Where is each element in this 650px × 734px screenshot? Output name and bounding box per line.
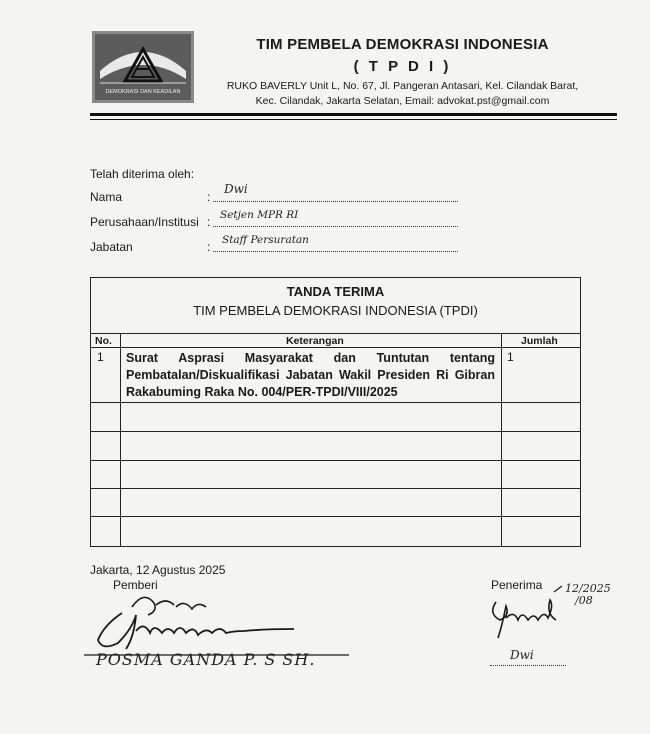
field-colon: : — [207, 190, 211, 204]
giver-name-handwritten: POSMA GANDA P. S SH. — [96, 650, 316, 669]
field-colon: : — [207, 240, 211, 254]
dotted-line — [213, 251, 458, 252]
table-header-bottom — [91, 347, 580, 348]
field-label: Perusahaan/Institusi — [90, 215, 199, 229]
field-label: Nama — [90, 190, 123, 204]
field-value-handwritten: Staff Persuratan — [222, 234, 309, 246]
table-subtitle: TIM PEMBELA DEMOKRASI INDONESIA (TPDI) — [193, 303, 478, 318]
field-nama — [90, 182, 470, 208]
field-perusahaan — [90, 209, 470, 233]
row-divider — [91, 488, 580, 489]
document-date: Jakarta, 12 Agustus 2025 — [90, 563, 226, 577]
receiver-dotted-line — [490, 665, 566, 666]
header-rule-thin — [90, 119, 617, 120]
row-divider — [91, 460, 580, 461]
row-1-description: Surat Asprasi Masyarakat dan Tuntutan tentang Pembatalan/Diskualifikasi Jabatan Wakil Presiden Ri Gibran Rakabuming Raka No. 004/PER-TPDI/VIII/2025 — [126, 351, 495, 399]
receiver-date-line-1: 12/2025 — [565, 582, 611, 595]
header-rule-thick — [90, 113, 617, 116]
address-line-2: Kec. Cilandak, Jakarta Selatan, Email: advokat.pst@gmail.com — [255, 95, 550, 107]
tpdi-logo — [92, 31, 194, 103]
receipt-table — [90, 277, 581, 547]
row-divider — [91, 402, 580, 403]
header-jumlah: Jumlah — [521, 335, 558, 347]
dotted-line — [213, 201, 458, 202]
receiver-label: Penerima — [491, 578, 543, 592]
table-divider — [91, 333, 580, 334]
field-value-handwritten: Setjen MPR RI — [220, 209, 299, 221]
receiver-name-handwritten: Dwi — [510, 648, 534, 662]
row-1-qty: 1 — [507, 350, 514, 364]
table-title: TANDA TERIMA — [286, 284, 385, 299]
field-colon: : — [207, 215, 211, 229]
giver-label: Pemberi — [113, 578, 158, 592]
header-no: No. — [95, 335, 112, 347]
dotted-line — [213, 226, 458, 227]
field-value-handwritten: Dwi — [224, 182, 248, 196]
giver-signature — [84, 585, 354, 685]
header-keterangan: Keterangan — [286, 335, 344, 347]
org-name: TIM PEMBELA DEMOKRASI INDONESIA — [256, 36, 549, 53]
row-divider — [91, 516, 580, 517]
row-divider — [91, 431, 580, 432]
field-label: Jabatan — [90, 240, 133, 254]
receiver-date-line-2: /08 — [575, 594, 593, 607]
received-by-title: Telah diterima oleh: — [90, 167, 195, 181]
receiver-date-handwritten — [565, 583, 611, 607]
logo-text: DEMOKRASI DAN KEADILAN — [105, 89, 181, 95]
org-abbreviation: ( T P D I ) — [353, 58, 452, 75]
row-1-no: 1 — [97, 350, 104, 364]
column-divider — [120, 334, 121, 546]
address-line-1: RUKO BAVERLY Unit L, No. 67, Jl. Pangeran Antasari, Kel. Cilandak Barat, — [226, 80, 579, 92]
field-jabatan — [90, 234, 470, 258]
column-divider — [501, 334, 502, 546]
